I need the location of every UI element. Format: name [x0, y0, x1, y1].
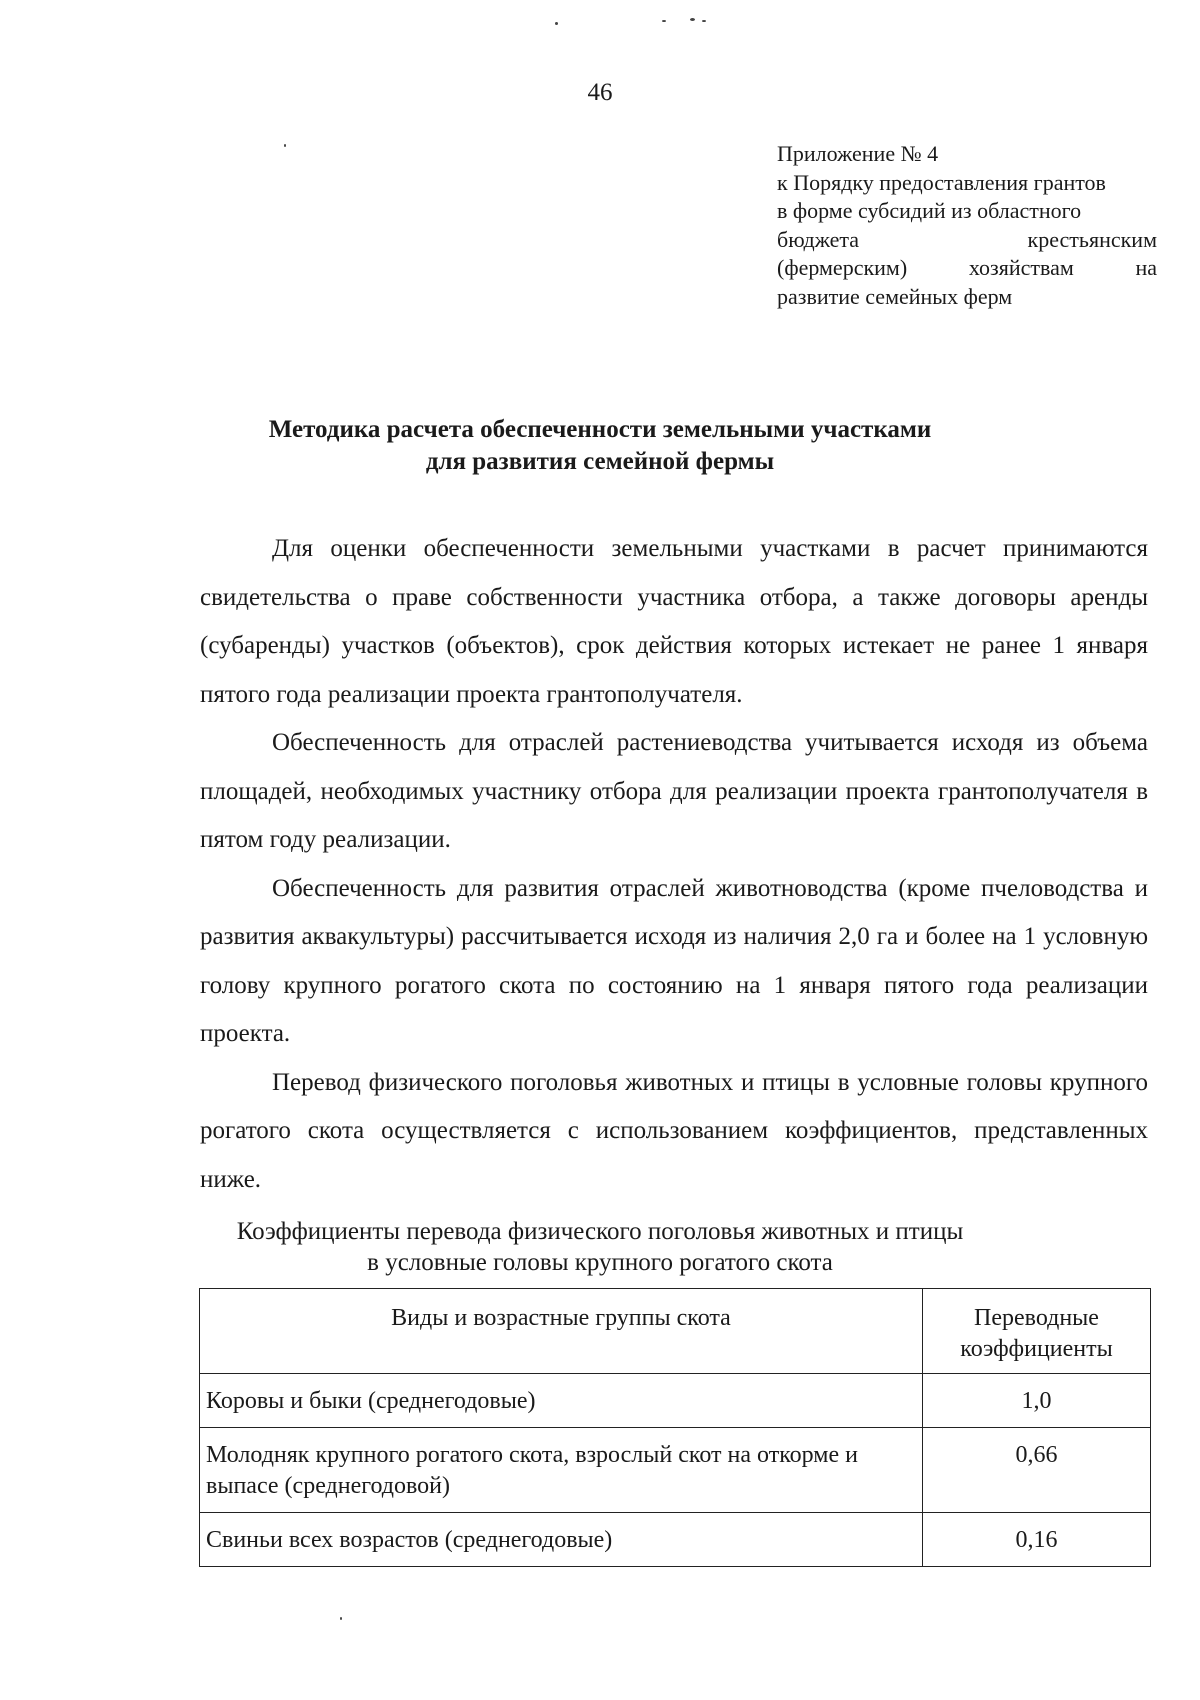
- title-line: для развития семейной фермы: [425, 448, 775, 475]
- appendix-line: в форме субсидий из областного: [777, 198, 1082, 223]
- scan-speck: [662, 20, 666, 22]
- table-header-row: [200, 1289, 1151, 1374]
- page-number: 46: [587, 79, 613, 106]
- appendix-text: к Порядку предоставления грантов: [777, 169, 1106, 195]
- scan-speck: [555, 22, 558, 25]
- header-kind: Виды и возрастные группы скота: [200, 1289, 923, 1374]
- cell-kind: Молодняк крупного рогатого скота, взрослый скот на откорме и выпасе (среднегодовой): [200, 1428, 923, 1513]
- cell-coef: 1,0: [923, 1374, 1151, 1428]
- paragraph: Обеспеченность для отраслей растениеводства учитывается исходя из объема площадей, необходимых участнику отбора для реализации проекта грантополучателя в пятом году реализации.: [200, 729, 1148, 853]
- header-coef: Переводные коэффициенты: [923, 1289, 1151, 1374]
- scan-speck: [690, 18, 695, 21]
- appendix-block: [777, 140, 1157, 311]
- appendix-line: развитие семейных ферм: [777, 283, 1013, 309]
- title-line: Методика расчета обеспеченности земельными участками: [268, 416, 932, 443]
- appendix-line: [777, 254, 1157, 283]
- table-caption-line: Коэффициенты перевода физического поголовья животных и птицы: [236, 1218, 964, 1245]
- appendix-word: крестьянским: [1027, 226, 1157, 252]
- document-title: [0, 414, 1200, 478]
- scan-speck: [702, 20, 706, 22]
- cell-coef: 0,66: [923, 1428, 1151, 1513]
- scan-speck: [284, 144, 286, 147]
- scan-speck: [340, 1617, 342, 1620]
- table-row: [200, 1428, 1151, 1513]
- table-row: [200, 1374, 1151, 1428]
- appendix-word: бюджета: [777, 226, 860, 252]
- appendix-word: на: [1135, 255, 1157, 280]
- table-caption: [0, 1216, 1200, 1278]
- cell-kind: Свиньи всех возрастов (среднегодовые): [200, 1513, 923, 1567]
- paragraph: Для оценки обеспеченности земельными участками в расчет принимаются свидетельства о праве собственности участника отбора, а также договоры аренды (субаренды) участков (объектов), срок действия которых истекает не ранее 1 января пятого года реализации проекта грантополучателя.: [200, 535, 1148, 708]
- body-text: [200, 525, 1148, 1204]
- appendix-line: [777, 169, 1157, 198]
- appendix-word: хозяйствам: [968, 255, 1074, 280]
- cell-coef: 0,16: [923, 1513, 1151, 1567]
- appendix-line: Приложение № 4: [777, 141, 939, 166]
- appendix-word: (фермерским): [777, 255, 908, 280]
- table-caption-line: в условные головы крупного рогатого скота: [367, 1249, 833, 1276]
- coefficients-table: [199, 1288, 1151, 1567]
- table-row: [200, 1513, 1151, 1567]
- paragraph: Обеспеченность для развития отраслей животноводства (кроме пчеловодства и развития аквакультуры) рассчитывается исходя из наличия 2,0 га и более на 1 условную голову крупного рогатого скота по состоянию на 1 января пятого года реализации проекта.: [200, 874, 1148, 1047]
- cell-kind: Коровы и быки (среднегодовые): [200, 1374, 923, 1428]
- paragraph: Перевод физического поголовья животных и птицы в условные головы крупного рогатого скота осуществляется с использованием коэффициентов, представленных ниже.: [200, 1068, 1148, 1193]
- appendix-line: [777, 226, 1157, 255]
